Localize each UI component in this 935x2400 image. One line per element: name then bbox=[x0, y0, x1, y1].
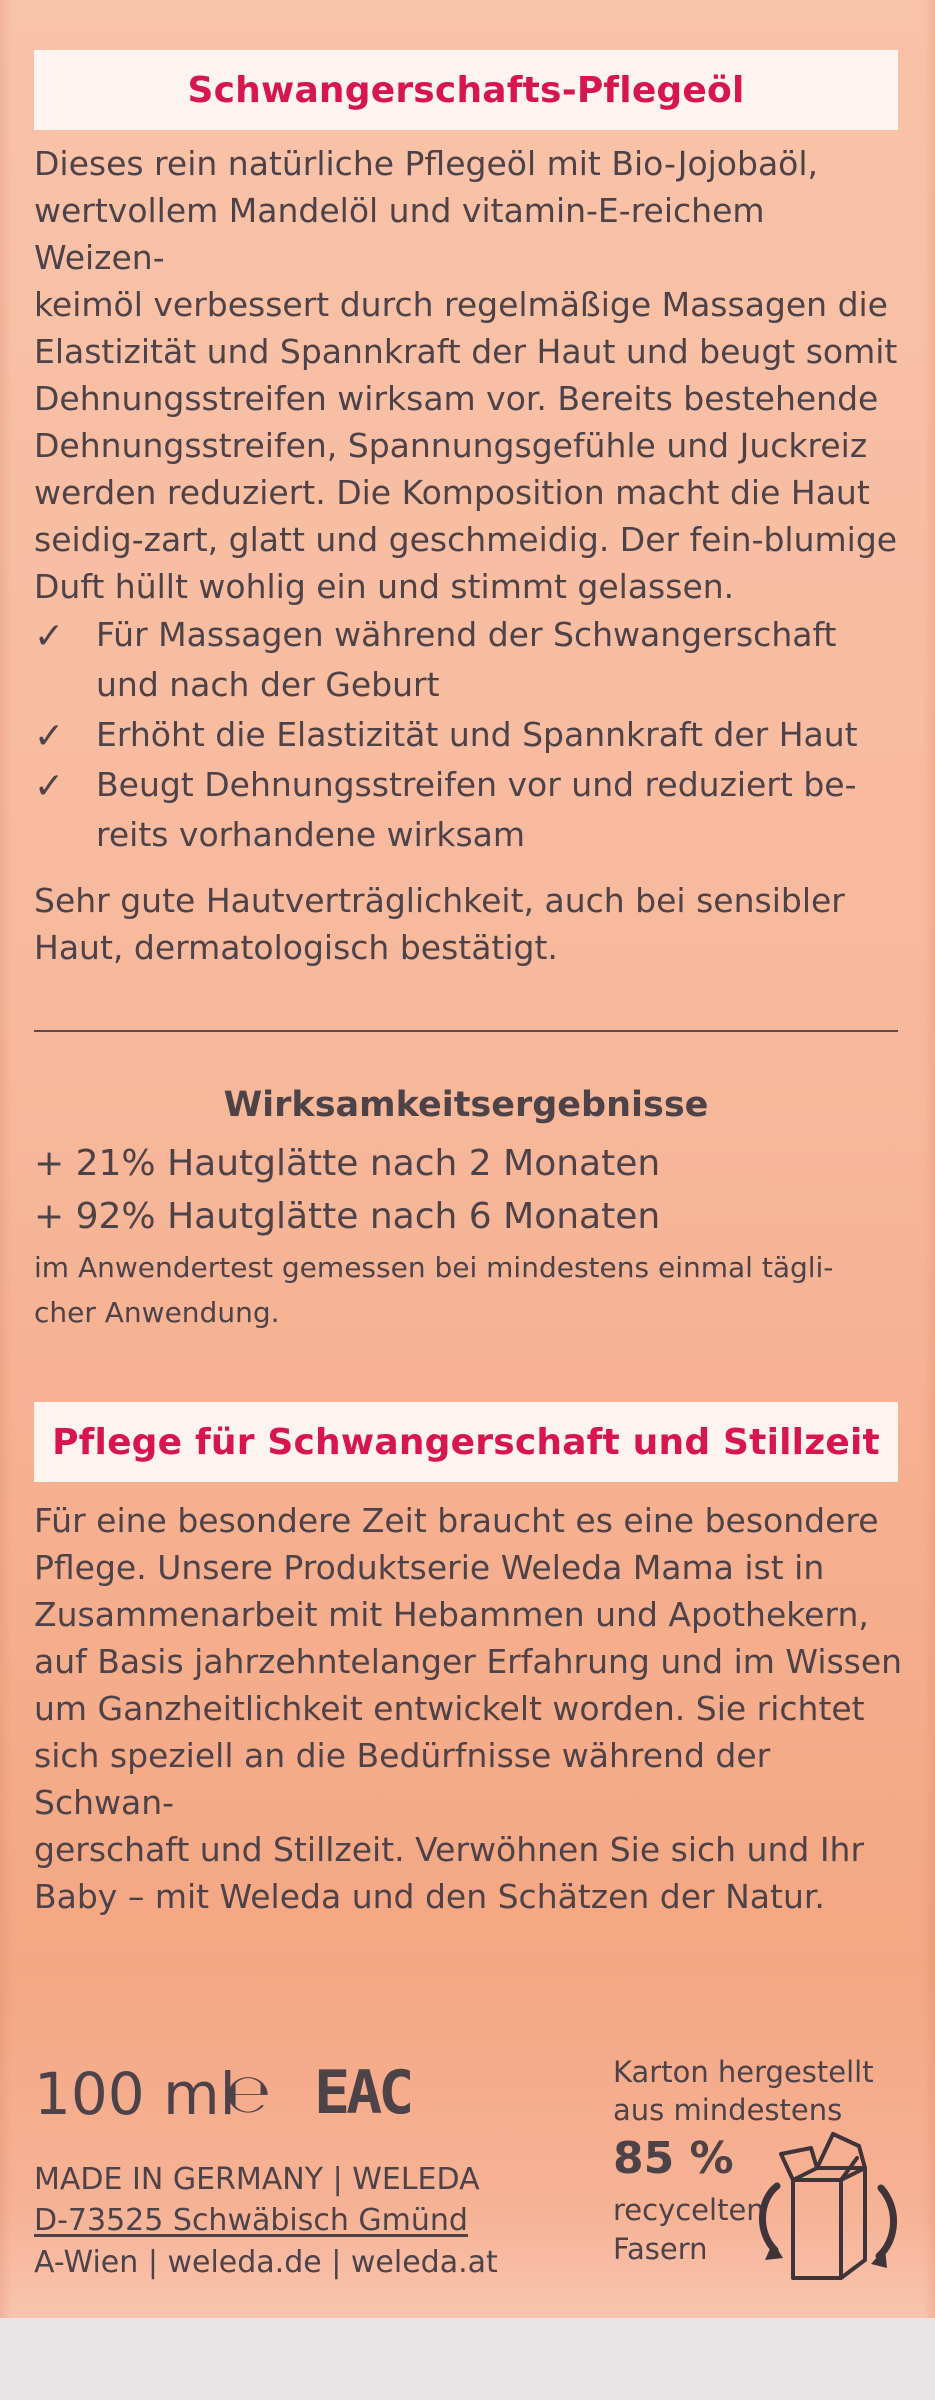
recycle-text: Fasern bbox=[613, 2232, 708, 2266]
description-line: werden reduziert. Die Komposition macht die Haut bbox=[34, 473, 870, 512]
left-edge-shadow bbox=[0, 0, 12, 2318]
section-divider bbox=[34, 1030, 898, 1032]
description-line: keimöl verbessert durch regelmäßige Massagen die bbox=[34, 285, 888, 324]
eac-mark: EAC bbox=[314, 2058, 411, 2128]
recycle-carton-icon bbox=[753, 2128, 903, 2288]
care-title-box bbox=[34, 1402, 898, 1482]
estimated-sign-icon: ℮ bbox=[225, 2062, 272, 2125]
tolerance-note bbox=[34, 877, 904, 971]
care-line: Zusammenarbeit mit Hebammen und Apothekern, bbox=[34, 1595, 869, 1634]
check-icon: ✓ bbox=[34, 616, 65, 657]
result-line: + 21% Hautglätte nach 2 Monaten bbox=[34, 1143, 661, 1184]
benefit-list bbox=[34, 610, 904, 860]
product-description bbox=[34, 140, 904, 610]
care-line: um Ganzheitlichkeit entwickelt worden. Sie richtet bbox=[34, 1689, 865, 1728]
description-line: Duft hüllt wohlig ein und stimmt gelassen. bbox=[34, 567, 735, 606]
benefit-line: Erhöht die Elastizität und Spannkraft der Haut bbox=[96, 715, 858, 754]
check-icon: ✓ bbox=[34, 716, 65, 757]
check-icon: ✓ bbox=[34, 766, 65, 807]
care-description bbox=[34, 1497, 904, 1920]
description-line: Dehnungsstreifen wirksam vor. Bereits bestehende bbox=[34, 379, 879, 418]
results-heading: Wirksamkeitsergebnisse bbox=[223, 1085, 709, 1125]
bottom-fold-strip bbox=[0, 2318, 935, 2400]
recycle-percent: 85 % bbox=[613, 2133, 734, 2184]
results-note-line: im Anwendertest gemessen bei mindestens einmal tägli- bbox=[34, 1251, 834, 1284]
care-line: Für eine besondere Zeit braucht es eine besondere bbox=[34, 1501, 879, 1540]
description-line: Dieses rein natürliche Pflegeöl mit Bio-Jojobaöl, bbox=[34, 144, 819, 183]
care-line: gerschaft und Stillzeit. Verwöhnen Sie sich und Ihr bbox=[34, 1830, 865, 1869]
care-line: Pflege. Unsere Produktserie Weleda Mama ist in bbox=[34, 1548, 825, 1587]
volume-label: 100 ml bbox=[34, 2060, 236, 2128]
benefit-item bbox=[34, 760, 904, 860]
benefit-line: Beugt Dehnungsstreifen vor und reduziert be- bbox=[96, 765, 857, 804]
care-line: auf Basis jahrzehntelanger Erfahrung und im Wissen bbox=[34, 1642, 903, 1681]
results-note-line: cher Anwendung. bbox=[34, 1296, 280, 1329]
benefit-line: und nach der Geburt bbox=[96, 665, 440, 704]
benefit-line: Für Massagen während der Schwangerschaft bbox=[96, 615, 837, 654]
right-edge-shadow bbox=[923, 0, 935, 2318]
tolerance-line: Sehr gute Hautverträglichkeit, auch bei sensibler bbox=[34, 881, 845, 920]
description-line: Dehnungsstreifen, Spannungsgefühle und Juckreiz bbox=[34, 426, 868, 465]
recycle-text: aus mindestens bbox=[613, 2093, 843, 2127]
care-line: Baby – mit Weleda und den Schätzen der Natur. bbox=[34, 1877, 825, 1916]
description-line: seidig-zart, glatt und geschmeidig. Der fein-blumige bbox=[34, 520, 898, 559]
recycle-text: Karton hergestellt bbox=[613, 2055, 874, 2089]
benefit-item bbox=[34, 610, 904, 710]
product-title: Schwangerschafts-Pflegeöl bbox=[187, 69, 745, 111]
tolerance-line: Haut, dermatologisch bestätigt. bbox=[34, 928, 558, 967]
care-title: Pflege für Schwangerschaft und Stillzeit bbox=[52, 1421, 880, 1463]
description-line: wertvollem Mandelöl und vitamin-E-reichem Weizen- bbox=[34, 191, 765, 277]
results-note bbox=[34, 1245, 904, 1335]
benefit-line: reits vorhandene wirksam bbox=[96, 815, 526, 854]
address-line: MADE IN GERMANY | WELEDA bbox=[34, 2162, 480, 2197]
care-line: sich speziell an die Bedürfnisse während der Schwan- bbox=[34, 1736, 771, 1822]
description-line: Elastizität und Spannkraft der Haut und beugt somit bbox=[34, 332, 898, 371]
benefit-item bbox=[34, 710, 904, 760]
product-title-box bbox=[34, 50, 898, 130]
result-line: + 92% Hautglätte nach 6 Monaten bbox=[34, 1196, 661, 1237]
address-line: A-Wien | weleda.de | weleda.at bbox=[34, 2245, 498, 2280]
recycle-text: recycelten bbox=[613, 2193, 765, 2227]
address-line: D-73525 Schwäbisch Gmünd bbox=[34, 2203, 468, 2238]
